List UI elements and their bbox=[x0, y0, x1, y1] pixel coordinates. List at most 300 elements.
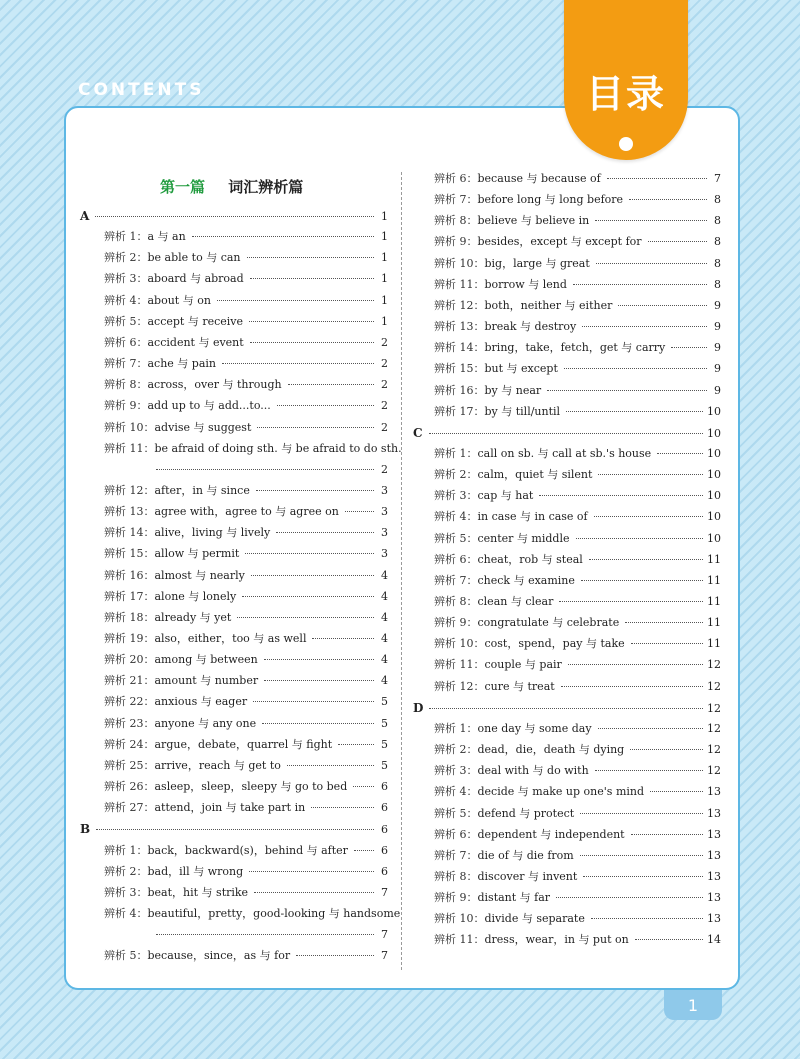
entry-prefix: 辨析 16： bbox=[104, 568, 155, 582]
entry-label bbox=[104, 421, 251, 435]
toc-entry[interactable] bbox=[104, 547, 388, 561]
page-ref: 1 bbox=[381, 272, 388, 286]
entry-label bbox=[434, 341, 665, 355]
entry-label bbox=[434, 235, 642, 249]
page-ref: 2 bbox=[381, 357, 388, 371]
entry-label bbox=[104, 886, 248, 900]
toc-entry[interactable] bbox=[434, 235, 721, 249]
dot-leader bbox=[254, 892, 374, 893]
toc-entry[interactable] bbox=[434, 574, 721, 588]
toc-entry[interactable] bbox=[434, 595, 721, 609]
entry-prefix: 辨析 5： bbox=[104, 949, 148, 963]
entry-label bbox=[434, 743, 624, 757]
toc-entry[interactable] bbox=[434, 299, 721, 313]
toc-entry[interactable] bbox=[434, 257, 721, 271]
entry-text: across，over 与 through bbox=[147, 378, 282, 392]
toc-entry[interactable] bbox=[104, 906, 401, 921]
page-ref: 7 bbox=[714, 172, 721, 185]
toc-entry[interactable] bbox=[434, 722, 721, 736]
toc-entry[interactable] bbox=[434, 320, 721, 334]
dot-leader bbox=[257, 427, 374, 428]
dot-leader bbox=[547, 390, 707, 391]
dot-leader bbox=[648, 241, 707, 242]
entry-prefix: 辨析 10： bbox=[434, 637, 485, 651]
entry-prefix: 辨析 1： bbox=[434, 721, 478, 735]
toc-entry[interactable] bbox=[104, 674, 388, 688]
toc-entry[interactable] bbox=[104, 230, 388, 244]
entry-text: beat，hit 与 strike bbox=[147, 885, 249, 899]
entry-label bbox=[104, 801, 305, 815]
entry-text: almost 与 nearly bbox=[154, 568, 245, 582]
entry-text: borrow 与 lend bbox=[484, 277, 567, 291]
toc-entry[interactable] bbox=[104, 717, 388, 731]
page-ref: 4 bbox=[381, 568, 388, 582]
entry-prefix: 辨析 9： bbox=[434, 891, 478, 905]
entry-label bbox=[434, 616, 619, 630]
page-ref: 10 bbox=[707, 404, 721, 418]
page-ref: 5 bbox=[381, 716, 388, 730]
entry-prefix: 辨析 11： bbox=[434, 658, 485, 672]
toc-entry[interactable] bbox=[434, 553, 721, 567]
entry-prefix: 辨析 11： bbox=[434, 933, 485, 947]
toc-entry[interactable] bbox=[434, 510, 721, 524]
toc-entry[interactable] bbox=[104, 421, 388, 435]
toc-entry[interactable] bbox=[104, 315, 388, 329]
entry-label bbox=[104, 569, 245, 583]
page-ref: 10 bbox=[707, 531, 721, 545]
dot-leader bbox=[95, 216, 374, 217]
dot-leader bbox=[264, 659, 374, 660]
section-letter-row[interactable] bbox=[413, 701, 721, 715]
page-ref: 3 bbox=[381, 505, 388, 519]
toc-entry[interactable] bbox=[434, 849, 721, 863]
entry-text: anxious 与 eager bbox=[154, 695, 248, 709]
toc-entry[interactable] bbox=[156, 928, 388, 942]
entry-text: big，large 与 great bbox=[484, 256, 590, 270]
toc-entry[interactable] bbox=[434, 637, 721, 651]
dot-leader bbox=[539, 495, 703, 496]
page-ref: 11 bbox=[707, 573, 721, 587]
dot-leader bbox=[581, 580, 703, 581]
entry-prefix: 辨析 16： bbox=[434, 383, 485, 397]
section-letter: A bbox=[80, 209, 90, 223]
toc-entry[interactable] bbox=[104, 484, 388, 498]
entry-text: attend，join 与 take part in bbox=[154, 801, 306, 815]
page-ref: 1 bbox=[381, 293, 388, 307]
toc-entry[interactable] bbox=[434, 468, 721, 482]
toc-entry[interactable] bbox=[104, 399, 388, 413]
toc-entry[interactable] bbox=[434, 447, 721, 461]
entry-prefix: 辨析 7： bbox=[104, 357, 148, 371]
entry-text: already 与 yet bbox=[154, 610, 232, 624]
page-ref: 1 bbox=[381, 251, 388, 265]
dot-leader bbox=[96, 829, 374, 830]
toc-entry[interactable] bbox=[104, 844, 388, 858]
toc-entry[interactable] bbox=[104, 569, 388, 583]
entry-label bbox=[434, 299, 612, 313]
entry-text: bring，take，fetch，get 与 carry bbox=[484, 341, 666, 355]
dot-leader bbox=[631, 643, 703, 644]
page-ref: 13 bbox=[707, 848, 721, 862]
page-ref: 1 bbox=[381, 314, 388, 328]
toc-entry[interactable] bbox=[434, 743, 721, 757]
toc-entry[interactable] bbox=[434, 489, 721, 503]
entry-prefix: 辨析 9： bbox=[104, 399, 148, 413]
entry-prefix: 辨析 24： bbox=[104, 737, 155, 751]
dot-leader bbox=[573, 284, 707, 285]
entry-text: cheat，rob 与 steal bbox=[477, 552, 583, 566]
entry-label bbox=[434, 849, 574, 863]
toc-entry[interactable] bbox=[104, 441, 402, 456]
dot-leader bbox=[247, 257, 374, 258]
toc-entry[interactable] bbox=[104, 357, 388, 371]
entry-text: argue，debate，quarrel 与 fight bbox=[154, 737, 333, 751]
entry-prefix: 辨析 25： bbox=[104, 758, 155, 772]
entry-text: among 与 between bbox=[154, 653, 258, 667]
entry-prefix: 辨析 20： bbox=[104, 653, 155, 667]
entry-text: because 与 because of bbox=[477, 172, 601, 185]
entry-prefix: 辨析 9： bbox=[434, 235, 478, 249]
dot-leader bbox=[217, 300, 374, 301]
entry-prefix: 辨析 8： bbox=[434, 595, 478, 608]
dot-leader bbox=[277, 405, 374, 406]
page-ref: 4 bbox=[381, 653, 388, 667]
entry-label bbox=[104, 949, 290, 963]
page-ref: 2 bbox=[381, 399, 388, 413]
entry-text: in case 与 in case of bbox=[477, 510, 588, 524]
dot-leader bbox=[596, 263, 707, 264]
entry-label bbox=[434, 532, 570, 546]
entry-prefix: 辨析 6： bbox=[434, 172, 478, 185]
page-ref: 13 bbox=[707, 785, 721, 799]
entry-label bbox=[104, 484, 250, 498]
toc-entry[interactable] bbox=[104, 780, 388, 794]
entry-text: by 与 near bbox=[484, 383, 542, 397]
entry-prefix: 辨析 15： bbox=[104, 547, 155, 561]
toc-entry[interactable] bbox=[434, 828, 721, 842]
entry-prefix: 辨析 2： bbox=[104, 864, 148, 878]
entry-label bbox=[104, 717, 256, 731]
toc-entry[interactable] bbox=[434, 658, 721, 672]
toc-entry[interactable] bbox=[104, 949, 388, 963]
toc-entry[interactable] bbox=[104, 611, 388, 625]
entry-prefix: 辨析 6： bbox=[104, 335, 148, 349]
page-ref: 10 bbox=[707, 446, 721, 460]
dot-leader bbox=[222, 363, 374, 364]
page-ref: 4 bbox=[381, 632, 388, 645]
toc-entry[interactable] bbox=[104, 886, 388, 900]
page-ref: 5 bbox=[381, 695, 388, 709]
page-ref: 4 bbox=[381, 589, 388, 603]
entry-label bbox=[104, 336, 244, 350]
dot-leader bbox=[245, 553, 374, 554]
part-number: 第一篇 bbox=[160, 178, 206, 196]
entry-label bbox=[434, 553, 583, 567]
page-ref: 6 bbox=[381, 801, 388, 815]
toc-entry[interactable] bbox=[104, 336, 388, 350]
entry-prefix: 辨析 5： bbox=[434, 806, 478, 820]
entry-text: after，in 与 since bbox=[154, 483, 250, 497]
page-ref: 14 bbox=[707, 933, 721, 947]
page-ref: 6 bbox=[381, 823, 388, 837]
section-letter-row[interactable] bbox=[80, 209, 388, 223]
dot-leader bbox=[262, 723, 374, 724]
entry-text: but 与 except bbox=[484, 362, 558, 376]
entry-text: arrive，reach 与 get to bbox=[154, 758, 281, 772]
toc-entry[interactable] bbox=[104, 759, 388, 773]
page-ref: 10 bbox=[707, 510, 721, 524]
dot-leader bbox=[671, 347, 707, 348]
dot-leader bbox=[156, 934, 374, 935]
toc-entry[interactable] bbox=[104, 590, 388, 604]
entry-label bbox=[434, 680, 555, 694]
entry-label bbox=[104, 294, 211, 308]
entry-label bbox=[104, 674, 258, 688]
entry-prefix: 辨析 7： bbox=[434, 573, 478, 587]
section-letter-row[interactable] bbox=[413, 426, 721, 440]
toc-entry[interactable] bbox=[434, 616, 721, 630]
toc-entry[interactable] bbox=[104, 865, 388, 879]
toc-entry[interactable] bbox=[104, 801, 388, 815]
dot-leader bbox=[250, 278, 374, 279]
entry-prefix: 辨析 12： bbox=[434, 298, 485, 312]
section-letter-row[interactable] bbox=[80, 822, 388, 836]
entry-text: anyone 与 any one bbox=[154, 716, 257, 730]
dot-leader bbox=[598, 728, 703, 729]
entry-text: also，either，too 与 as well bbox=[154, 632, 307, 645]
dot-leader bbox=[580, 813, 703, 814]
entry-label bbox=[104, 590, 236, 604]
part-name: 词汇辨析篇 bbox=[228, 178, 304, 196]
entry-prefix: 辨析 3： bbox=[104, 272, 148, 286]
dot-leader bbox=[429, 708, 703, 709]
page-ref: 7 bbox=[381, 949, 388, 963]
dot-leader bbox=[242, 596, 374, 597]
entry-text: believe 与 believe in bbox=[477, 214, 590, 228]
entry-label bbox=[104, 865, 243, 879]
toc-entry[interactable] bbox=[104, 378, 388, 392]
dot-leader bbox=[312, 638, 374, 639]
dot-leader bbox=[580, 855, 703, 856]
dot-leader bbox=[598, 474, 703, 475]
entry-text: by 与 till/until bbox=[484, 404, 561, 418]
toc-entry[interactable] bbox=[434, 193, 721, 207]
dot-leader bbox=[296, 955, 374, 956]
page-ref: 1 bbox=[381, 230, 388, 244]
page-ref: 13 bbox=[707, 827, 721, 841]
entry-text: agree with，agree to 与 agree on bbox=[154, 505, 339, 519]
entry-prefix: 辨析 3： bbox=[104, 885, 148, 899]
entry-label bbox=[104, 632, 306, 646]
toc-entry[interactable] bbox=[434, 870, 721, 884]
entry-text: allow 与 permit bbox=[154, 547, 240, 561]
toc-entry[interactable] bbox=[434, 891, 721, 905]
entry-label bbox=[434, 637, 625, 651]
toc-entry[interactable] bbox=[434, 785, 721, 799]
toc-entry[interactable] bbox=[434, 362, 721, 376]
toc-entry[interactable] bbox=[434, 933, 721, 947]
entry-label bbox=[434, 489, 533, 503]
entry-label bbox=[434, 891, 550, 905]
page-ref: 12 bbox=[707, 701, 721, 715]
entry-text: clean 与 clear bbox=[477, 595, 554, 608]
entry-label bbox=[104, 611, 231, 625]
entry-label bbox=[104, 780, 347, 794]
entry-text: aboard 与 abroad bbox=[147, 272, 244, 286]
entry-text: because，since，as 与 for bbox=[147, 949, 291, 963]
title-tab bbox=[564, 0, 688, 160]
toc-entry[interactable] bbox=[104, 526, 388, 540]
toc-entry[interactable] bbox=[104, 272, 388, 286]
page-ref: 13 bbox=[707, 891, 721, 905]
entry-label bbox=[104, 251, 241, 265]
toc-entry[interactable] bbox=[434, 807, 721, 821]
page-ref: 12 bbox=[707, 721, 721, 735]
dot-leader bbox=[625, 622, 703, 623]
dot-leader bbox=[559, 601, 703, 602]
toc-entry[interactable] bbox=[104, 653, 388, 667]
entry-label bbox=[104, 230, 186, 244]
entry-text: advise 与 suggest bbox=[154, 420, 252, 434]
entry-prefix: 辨析 11： bbox=[104, 441, 155, 455]
entry-text: bad，ill 与 wrong bbox=[147, 864, 244, 878]
dot-leader bbox=[631, 834, 703, 835]
dot-leader bbox=[583, 876, 703, 877]
entry-prefix: 辨析 8： bbox=[434, 869, 478, 883]
entry-prefix: 辨析 10： bbox=[104, 420, 155, 434]
entry-prefix: 辨析 23： bbox=[104, 716, 155, 730]
dot-leader bbox=[566, 411, 703, 412]
section-letter: B bbox=[80, 822, 91, 837]
entry-prefix: 辨析 17： bbox=[104, 589, 155, 603]
entry-label bbox=[434, 384, 541, 398]
page-ref: 11 bbox=[707, 616, 721, 630]
entry-prefix: 辨析 3： bbox=[434, 764, 478, 778]
dot-leader bbox=[589, 559, 703, 560]
toc-entry[interactable] bbox=[434, 384, 721, 398]
dot-leader bbox=[256, 490, 374, 491]
page-ref: 6 bbox=[381, 843, 388, 857]
entry-text: accept 与 receive bbox=[147, 314, 244, 328]
dot-leader bbox=[354, 850, 374, 851]
toc-entry[interactable] bbox=[434, 764, 721, 778]
entry-prefix: 辨析 8： bbox=[434, 214, 478, 228]
entry-prefix: 辨析 19： bbox=[104, 632, 155, 645]
page-ref: 4 bbox=[381, 610, 388, 624]
entry-text: be able to 与 can bbox=[147, 251, 241, 265]
page-ref: 7 bbox=[381, 928, 388, 942]
part-heading bbox=[160, 176, 303, 197]
page-ref: 10 bbox=[707, 426, 721, 440]
entry-label bbox=[434, 468, 592, 482]
entry-label bbox=[104, 505, 339, 519]
entry-prefix: 辨析 6： bbox=[434, 827, 478, 841]
entry-prefix: 辨析 2： bbox=[434, 468, 478, 482]
dot-leader bbox=[264, 680, 374, 681]
page-ref: 13 bbox=[707, 806, 721, 820]
entry-prefix: 辨析 14： bbox=[434, 341, 485, 355]
entry-prefix: 辨析 9： bbox=[434, 616, 478, 630]
page-ref: 8 bbox=[714, 235, 721, 249]
entry-label bbox=[434, 658, 562, 672]
entry-label bbox=[434, 447, 651, 461]
entry-prefix: 辨析 12： bbox=[104, 483, 155, 497]
page-ref: 13 bbox=[707, 912, 721, 926]
entry-text: dependent 与 independent bbox=[477, 827, 625, 841]
toc-entry[interactable] bbox=[104, 294, 388, 308]
entry-text: cost，spend，pay 与 take bbox=[484, 637, 625, 651]
page-ref: 5 bbox=[381, 758, 388, 772]
dot-leader bbox=[311, 807, 374, 808]
dot-leader bbox=[630, 749, 703, 750]
entry-prefix: 辨析 14： bbox=[104, 526, 155, 540]
entry-text: be afraid of doing sth. 与 be afraid to do sth. bbox=[154, 441, 402, 455]
entry-text: center 与 middle bbox=[477, 531, 570, 545]
toc-entry[interactable] bbox=[434, 278, 721, 292]
entry-label bbox=[434, 214, 589, 228]
entry-prefix: 辨析 26： bbox=[104, 780, 155, 794]
tab-dot bbox=[619, 137, 633, 151]
toc-entry[interactable] bbox=[434, 680, 721, 694]
dot-leader bbox=[338, 744, 374, 745]
entry-label bbox=[434, 362, 558, 376]
entry-text: back，backward(s)，behind 与 after bbox=[147, 843, 348, 857]
toc-entry[interactable] bbox=[104, 505, 388, 519]
page-ref: 12 bbox=[707, 743, 721, 757]
toc-entry[interactable] bbox=[434, 341, 721, 355]
toc-entry[interactable] bbox=[434, 912, 721, 926]
entry-text: couple 与 pair bbox=[484, 658, 562, 672]
dot-leader bbox=[250, 342, 374, 343]
entry-text: cure 与 treat bbox=[484, 679, 555, 693]
toc-entry[interactable] bbox=[104, 738, 388, 752]
entry-text: a 与 an bbox=[147, 230, 186, 244]
entry-prefix: 辨析 27： bbox=[104, 801, 155, 815]
dot-leader bbox=[591, 918, 703, 919]
entry-text: asleep，sleep，sleepy 与 go to bed bbox=[154, 780, 348, 794]
entry-label bbox=[104, 759, 281, 773]
page-ref: 7 bbox=[381, 885, 388, 899]
section-letter: C bbox=[413, 425, 423, 440]
toc-entry[interactable] bbox=[156, 463, 388, 477]
entry-label bbox=[434, 172, 601, 186]
page-ref: 10 bbox=[707, 468, 721, 482]
toc-entry[interactable] bbox=[434, 214, 721, 228]
page-ref: 12 bbox=[707, 764, 721, 778]
toc-entry[interactable] bbox=[104, 632, 388, 646]
entry-label bbox=[434, 193, 623, 207]
entry-text: defend 与 protect bbox=[477, 806, 575, 820]
entry-prefix: 辨析 13： bbox=[434, 320, 485, 334]
toc-entry[interactable] bbox=[104, 695, 388, 709]
toc-entry[interactable] bbox=[104, 251, 388, 265]
entry-prefix: 辨析 3： bbox=[434, 489, 478, 503]
page-ref: 6 bbox=[381, 864, 388, 878]
entry-text: cap 与 hat bbox=[477, 489, 534, 503]
entry-text: check 与 examine bbox=[477, 573, 575, 587]
toc-entry[interactable] bbox=[434, 532, 721, 546]
dot-leader bbox=[568, 664, 703, 665]
page-ref: 12 bbox=[707, 658, 721, 672]
page-ref: 9 bbox=[714, 362, 721, 376]
entry-prefix: 辨析 21： bbox=[104, 674, 155, 688]
entry-label bbox=[434, 807, 574, 821]
toc-entry[interactable] bbox=[434, 405, 721, 419]
page-ref: 3 bbox=[381, 483, 388, 497]
toc-entry[interactable] bbox=[434, 172, 721, 186]
entry-label bbox=[104, 695, 247, 709]
entry-label bbox=[434, 257, 590, 271]
